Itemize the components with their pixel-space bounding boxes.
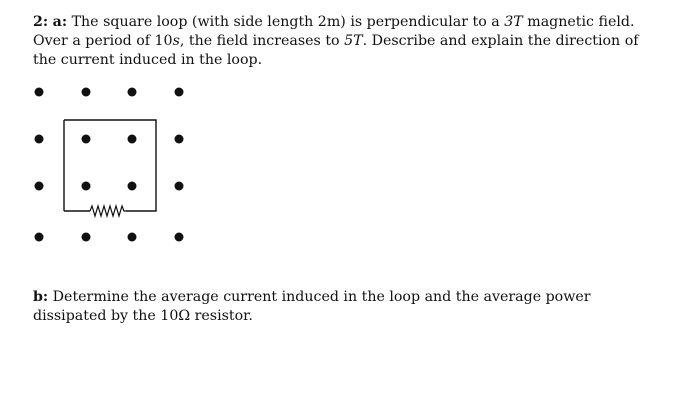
field-dot-icon	[175, 135, 184, 144]
field-dot-icon	[35, 182, 44, 191]
field-dot-icon	[175, 233, 184, 242]
final-field-value: 5T	[344, 33, 363, 49]
field-dot-icon	[82, 233, 91, 242]
field-dot-icon	[175, 182, 184, 191]
field-dot-icon	[82, 88, 91, 97]
question-part-b	[33, 288, 643, 326]
field-dot-icon	[175, 88, 184, 97]
square-loop	[64, 120, 156, 211]
seconds-unit: s	[172, 33, 180, 49]
field-dot-icon	[128, 135, 137, 144]
field-dot-icon	[128, 182, 137, 191]
part-b-text: Determine the average current induced in the loop and the average power dissipated by the 10Ω resistor.	[33, 289, 591, 324]
field-dot-icon	[128, 233, 137, 242]
field-dot-icon	[35, 88, 44, 97]
magnetic-field-dots	[35, 88, 184, 242]
initial-field-value: 3T	[504, 14, 523, 30]
part-a-text-3: , the field increases to	[179, 33, 345, 49]
part-a-text-2: magnetic field. Over a period of 10	[33, 14, 635, 49]
field-dot-icon	[82, 182, 91, 191]
question-number: 2:	[33, 14, 49, 30]
part-a-text-4: . Describe and explain the direction of the current induced in the loop.	[33, 33, 639, 68]
part-a-label: a:	[52, 14, 68, 30]
field-dot-icon	[82, 135, 91, 144]
field-dot-icon	[35, 233, 44, 242]
part-a-text-1: The square loop (with side length 2m) is perpendicular to a	[67, 14, 505, 30]
field-dot-icon	[128, 88, 137, 97]
part-b-label: b:	[33, 289, 49, 305]
resistor-icon	[90, 206, 126, 216]
field-dot-icon	[35, 135, 44, 144]
